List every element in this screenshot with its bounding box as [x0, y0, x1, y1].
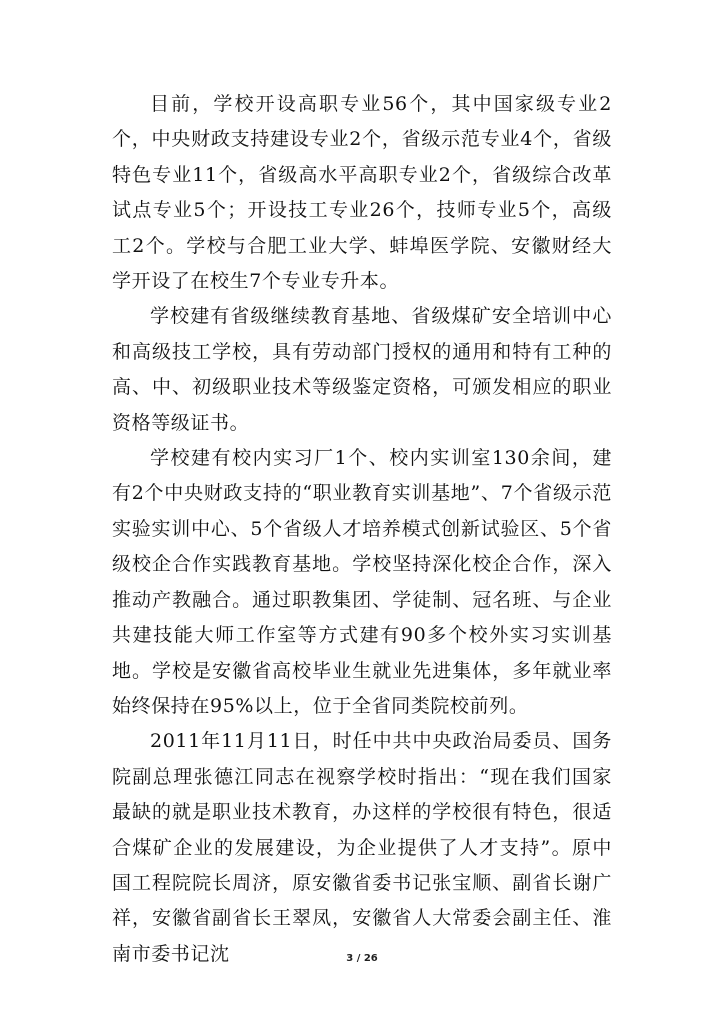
- document-body: [112, 87, 612, 972]
- paragraph-leadership-visit: 2011年11月11日，时任中共中央政治局委员、国务院副总理张德江同志在视察学校时指出：“现在我们国家最缺的就是职业技术教育，办这样的学校很有特色，很适合煤矿企业的发展建设，为企业提供了人才支持”。原中国工程院院长周济，原安徽省委书记张宝顺、副省长谢广祥，安徽省副省长王翠凤，安徽省人大常委会副主任、淮南市委书记沈: [112, 730, 612, 965]
- paragraph-training-bases: 学校建有省级继续教育基地、省级煤矿安全培训中心和高级技工学校，具有劳动部门授权的通用和特有工种的高、中、初级职业技术等级鉴定资格，可颁发相应的职业资格等级证书。: [112, 305, 612, 434]
- paragraph-practice-facilities: 学校建有校内实习厂1个、校内实训室130余间，建有2个中央财政支持的“职业教育实训基地”、7个省级示范实验实训中心、5个省级人才培养模式创新试验区、5个省级校企合作实践教育基地。学校坚持深化校企合作，深入推动产教融合。通过职教集团、学徒制、冠名班、与企业共建技能大师工作室等方式建有90多个校外实习实训基地。学校是安徽省高校毕业生就业先进集体，多年就业率始终保持在95%以上，位于全省同类院校前列。: [112, 447, 612, 717]
- paragraph-majors: 目前，学校开设高职专业56个，其中国家级专业2个，中央财政支持建设专业2个，省级示范专业4个，省级特色专业11个，省级高水平高职专业2个，省级综合改革试点专业5个；开设技工专业26个，技师专业5个，高级工2个。学校与合肥工业大学、蚌埠医学院、安徽财经大学开设了在校生7个专业专升本。: [112, 93, 612, 293]
- page-number: 3 / 26: [346, 953, 378, 964]
